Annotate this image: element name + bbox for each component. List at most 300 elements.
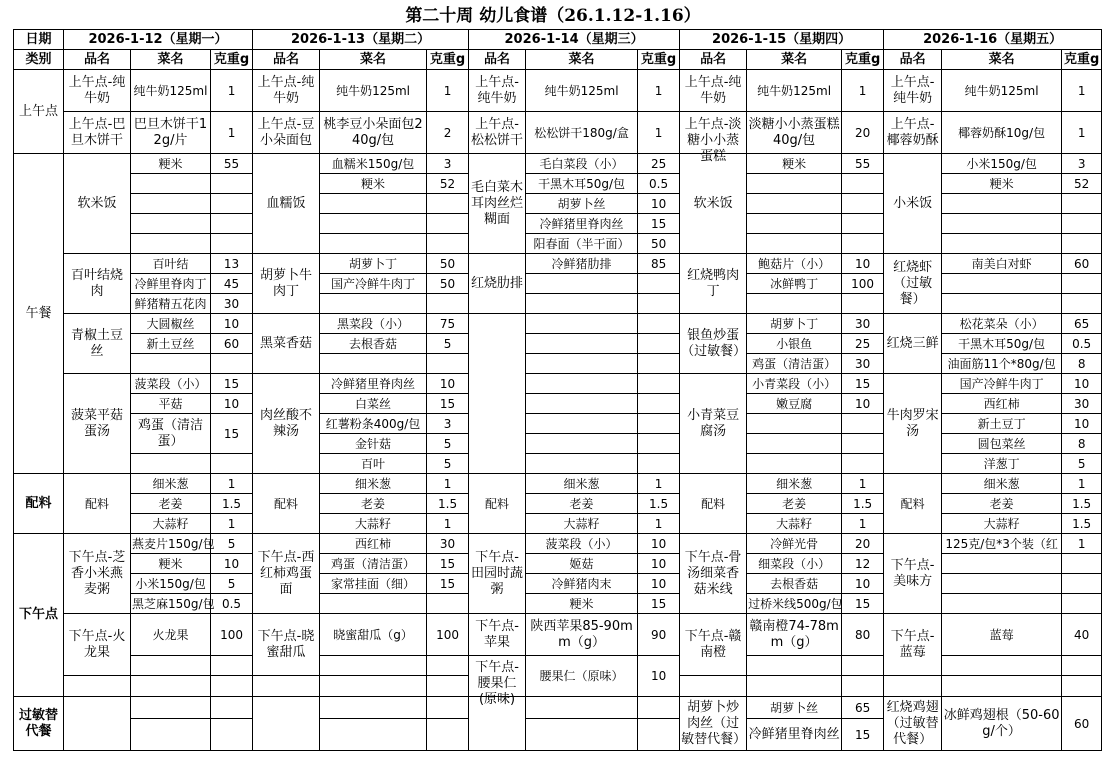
item-cell: 南美白对虾 [942, 254, 1062, 274]
empty-cell [211, 194, 253, 214]
weight-cell: 15 [211, 414, 253, 454]
item-cell: 大圆椒丝 [131, 314, 211, 334]
weight-cell: 5 [427, 434, 469, 454]
item-cell: 松花菜朵（小） [942, 314, 1062, 334]
item-cell: 鸡蛋（清洁蛋） [131, 414, 211, 454]
dish-cell: 上午点-纯牛奶 [253, 70, 320, 112]
empty-cell [680, 676, 747, 697]
weight-cell: 15 [842, 374, 884, 394]
weight-cell: 30 [211, 294, 253, 314]
dish-cell: 菠菜平菇蛋汤 [64, 374, 131, 474]
weight-cell: 10 [427, 374, 469, 394]
item-cell: 百叶 [320, 454, 427, 474]
weight-cell: 5 [211, 574, 253, 594]
dish-col-header: 品名 [64, 50, 131, 70]
item-col-header: 菜名 [131, 50, 211, 70]
dish-cell: 上午点-巴旦木饼干 [64, 112, 131, 154]
item-cell: 巴旦木饼干12g/片 [131, 112, 211, 154]
item-cell: 粳米 [131, 554, 211, 574]
empty-cell [211, 719, 253, 751]
item-cell: 菠菜段（小） [526, 534, 638, 554]
weight-cell: 10 [1062, 414, 1102, 434]
category-morning: 上午点 [14, 70, 64, 154]
item-cell: 姬菇 [526, 554, 638, 574]
weight-cell: 1 [842, 514, 884, 534]
item-cell: 冷鲜里脊肉丁 [131, 274, 211, 294]
weight-cell: 40 [1062, 614, 1102, 656]
item-cell: 菠菜段（小） [131, 374, 211, 394]
item-col-header: 菜名 [942, 50, 1062, 70]
weight-cell: 1 [638, 112, 680, 154]
item-cell: 腰果仁（原味） [526, 656, 638, 697]
item-cell: 小米150g/包 [942, 154, 1062, 174]
item-cell: 西红柿 [942, 394, 1062, 414]
item-cell: 冷鲜猪肋排 [526, 254, 638, 274]
empty-cell [942, 214, 1062, 234]
empty-cell [320, 354, 427, 374]
weight-cell: 5 [427, 454, 469, 474]
weight-cell: 55 [211, 154, 253, 174]
weight-cell: 5 [1062, 454, 1102, 474]
item-cell: 平菇 [131, 394, 211, 414]
dish-cell: 红烧三鲜 [884, 314, 942, 374]
weight-cell: 1 [638, 514, 680, 534]
weight-cell: 50 [427, 274, 469, 294]
empty-cell [526, 434, 638, 454]
empty-cell [320, 234, 427, 254]
empty-cell [942, 234, 1062, 254]
empty-cell [211, 234, 253, 254]
weight-cell: 0.5 [211, 594, 253, 614]
weight-cell: 1 [1062, 474, 1102, 494]
empty-cell [842, 414, 884, 434]
empty-cell [638, 697, 680, 719]
weight-cell: 12 [842, 554, 884, 574]
empty-cell [1062, 594, 1102, 614]
empty-cell [526, 374, 638, 394]
dish-cell: 百叶结烧肉 [64, 254, 131, 314]
empty-cell [942, 676, 1062, 697]
weight-cell: 2 [427, 112, 469, 154]
item-cell: 鸡蛋（清洁蛋） [320, 554, 427, 574]
empty-cell [842, 174, 884, 194]
empty-cell [842, 294, 884, 314]
weight-col-header: 克重g [638, 50, 680, 70]
weight-cell: 30 [842, 354, 884, 374]
item-cell: 老姜 [747, 494, 842, 514]
item-cell: 淡糖小小蒸蛋糕40g/包 [747, 112, 842, 154]
empty-cell [1062, 234, 1102, 254]
weight-col-header: 克重g [211, 50, 253, 70]
weight-cell: 1 [211, 474, 253, 494]
dish-cell: 下午点-田园时蔬粥 [469, 534, 526, 614]
weight-cell: 45 [211, 274, 253, 294]
weight-cell: 10 [842, 394, 884, 414]
dish-cell: 牛肉罗宋汤 [884, 374, 942, 474]
weight-cell: 10 [638, 656, 680, 697]
item-cell: 纯牛奶125ml [131, 70, 211, 112]
weight-cell: 1 [1062, 534, 1102, 554]
dish-cell: 胡萝卜牛肉丁 [253, 254, 320, 314]
item-cell: 冰鲜鸭丁 [747, 274, 842, 294]
dish-cell: 胡萝卜炒肉丝（过敏替代餐） [680, 697, 747, 751]
weight-cell: 80 [842, 614, 884, 656]
weight-cell: 25 [842, 334, 884, 354]
empty-cell [131, 194, 211, 214]
dish-cell: 下午点-芝香小米燕麦粥 [64, 534, 131, 614]
item-cell: 洋葱丁 [942, 454, 1062, 474]
item-cell: 赣南橙74-78mm（g） [747, 614, 842, 656]
category-allergy: 过敏替代餐 [14, 697, 64, 751]
empty-cell [64, 697, 131, 751]
weight-cell: 15 [638, 214, 680, 234]
dish-cell: 肉丝酸不辣汤 [253, 374, 320, 474]
item-cell: 陕西苹果85-90mm（g） [526, 614, 638, 656]
weight-cell: 50 [427, 254, 469, 274]
empty-cell [253, 697, 320, 751]
item-cell: 血糯米150g/包 [320, 154, 427, 174]
weight-cell: 20 [842, 112, 884, 154]
weight-cell: 65 [1062, 314, 1102, 334]
weight-cell: 1 [638, 474, 680, 494]
dish-cell: 下午点-苹果 [469, 614, 526, 656]
item-cell: 纯牛奶125ml [942, 70, 1062, 112]
weight-cell: 10 [842, 574, 884, 594]
item-cell: 胡萝卜丝 [526, 194, 638, 214]
empty-cell [253, 676, 320, 697]
dish-cell: 上午点-豆小朵面包 [253, 112, 320, 154]
weight-cell: 1.5 [1062, 494, 1102, 514]
weight-cell: 1.5 [211, 494, 253, 514]
weight-cell: 15 [842, 594, 884, 614]
item-cell: 去根香菇 [747, 574, 842, 594]
item-cell: 松松饼干180g/盒 [526, 112, 638, 154]
weight-cell: 1.5 [842, 494, 884, 514]
empty-cell [842, 234, 884, 254]
empty-cell [842, 434, 884, 454]
dish-cell: 下午点-蓝莓 [884, 614, 942, 676]
dish-cell: 银鱼炒蛋（过敏餐） [680, 314, 747, 374]
weight-cell: 13 [211, 254, 253, 274]
empty-cell [747, 174, 842, 194]
empty-cell [842, 194, 884, 214]
item-cell: 胡萝卜丁 [320, 254, 427, 274]
weight-cell: 15 [842, 719, 884, 751]
empty-cell [747, 234, 842, 254]
weight-cell: 1 [1062, 112, 1102, 154]
item-cell: 125克/包*3个装（红 [942, 534, 1062, 554]
item-cell: 冷鲜猪里脊肉丝 [320, 374, 427, 394]
empty-cell [842, 656, 884, 676]
empty-cell [638, 334, 680, 354]
empty-cell [427, 234, 469, 254]
empty-cell [638, 454, 680, 474]
dish-cell: 下午点-美味方 [884, 534, 942, 614]
item-cell: 细米葱 [526, 474, 638, 494]
weight-cell: 50 [638, 234, 680, 254]
empty-cell [747, 214, 842, 234]
dish-cell: 配料 [64, 474, 131, 534]
empty-cell [131, 676, 211, 697]
empty-cell [884, 676, 942, 697]
dish-cell: 上午点-淡糖小小蒸蛋糕 [680, 112, 747, 154]
dish-cell: 小青菜豆腐汤 [680, 374, 747, 474]
dish-cell: 小米饭 [884, 154, 942, 254]
empty-cell [942, 274, 1062, 294]
empty-cell [942, 294, 1062, 314]
dish-cell: 配料 [884, 474, 942, 534]
weight-cell: 8 [1062, 434, 1102, 454]
dish-cell: 下午点-西红柿鸡蛋面 [253, 534, 320, 614]
empty-cell [747, 294, 842, 314]
weight-cell: 100 [427, 614, 469, 656]
weight-cell: 5 [427, 334, 469, 354]
empty-cell [1062, 656, 1102, 676]
empty-cell [320, 594, 427, 614]
empty-cell [1062, 274, 1102, 294]
weight-cell: 15 [211, 374, 253, 394]
weight-cell: 30 [1062, 394, 1102, 414]
item-cell: 粳米 [942, 174, 1062, 194]
dish-col-header: 品名 [884, 50, 942, 70]
empty-cell [942, 194, 1062, 214]
item-cell: 国产冷鲜牛肉丁 [320, 274, 427, 294]
item-cell: 纯牛奶125ml [320, 70, 427, 112]
empty-cell [427, 294, 469, 314]
empty-cell [211, 454, 253, 474]
empty-cell [747, 194, 842, 214]
empty-cell [747, 434, 842, 454]
dish-cell: 红烧肋排 [469, 254, 526, 314]
empty-cell [211, 174, 253, 194]
empty-cell [427, 656, 469, 676]
empty-cell [638, 274, 680, 294]
weight-cell: 20 [842, 534, 884, 554]
empty-cell [320, 697, 427, 719]
item-cell: 阳春面（半干面） [526, 234, 638, 254]
weight-cell: 75 [427, 314, 469, 334]
weight-cell: 52 [427, 174, 469, 194]
empty-cell [131, 214, 211, 234]
item-cell: 细米葱 [747, 474, 842, 494]
empty-cell [942, 656, 1062, 676]
weight-cell: 60 [1062, 254, 1102, 274]
weight-cell: 100 [842, 274, 884, 294]
empty-cell [638, 374, 680, 394]
item-cell: 过桥米线500g/包 [747, 594, 842, 614]
empty-cell [1062, 214, 1102, 234]
empty-cell [320, 676, 427, 697]
empty-cell [427, 194, 469, 214]
dish-cell: 上午点-椰蓉奶酥 [884, 112, 942, 154]
dish-cell: 红烧虾（过敏餐） [884, 254, 942, 314]
item-cell: 细米葱 [320, 474, 427, 494]
item-col-header: 菜名 [526, 50, 638, 70]
weight-cell: 1 [427, 474, 469, 494]
empty-cell [526, 394, 638, 414]
dish-cell: 软米饭 [680, 154, 747, 254]
item-cell: 圆包菜丝 [942, 434, 1062, 454]
empty-cell [64, 676, 131, 697]
day-header-mon: 2026-1-12（星期一） [64, 30, 253, 50]
dish-cell: 软米饭 [64, 154, 131, 254]
empty-cell [747, 656, 842, 676]
item-cell: 粳米 [320, 174, 427, 194]
empty-cell [842, 214, 884, 234]
weight-cell: 85 [638, 254, 680, 274]
weight-cell: 5 [211, 534, 253, 554]
item-cell: 红薯粉条400g/包 [320, 414, 427, 434]
item-cell: 老姜 [131, 494, 211, 514]
weight-cell: 3 [427, 154, 469, 174]
dish-cell: 配料 [253, 474, 320, 534]
weight-cell: 25 [638, 154, 680, 174]
item-cell: 白菜丝 [320, 394, 427, 414]
weight-cell: 60 [211, 334, 253, 354]
empty-cell [526, 354, 638, 374]
menu-table [13, 29, 1102, 751]
weight-cell: 1.5 [1062, 514, 1102, 534]
category-afternoon: 下午点 [14, 534, 64, 697]
weight-cell: 100 [211, 614, 253, 656]
empty-cell [131, 719, 211, 751]
weight-cell: 1 [1062, 70, 1102, 112]
empty-cell [131, 354, 211, 374]
empty-cell [526, 274, 638, 294]
item-cell: 纯牛奶125ml [747, 70, 842, 112]
empty-cell [842, 454, 884, 474]
dish-cell: 毛白菜木耳肉丝烂糊面 [469, 154, 526, 254]
weight-cell: 3 [1062, 154, 1102, 174]
dish-cell: 配料 [680, 474, 747, 534]
empty-cell [526, 294, 638, 314]
empty-cell [131, 697, 211, 719]
item-cell: 蓝莓 [942, 614, 1062, 656]
empty-cell [1062, 574, 1102, 594]
empty-cell [320, 656, 427, 676]
weight-cell: 10 [211, 314, 253, 334]
item-cell: 鲜猪精五花肉 [131, 294, 211, 314]
item-cell: 新土豆丁 [942, 414, 1062, 434]
weight-col-header: 克重g [842, 50, 884, 70]
empty-cell [942, 554, 1062, 574]
item-cell: 鸡蛋（清洁蛋） [747, 354, 842, 374]
item-cell: 冷鲜猪肉末 [526, 574, 638, 594]
empty-cell [427, 719, 469, 751]
item-cell: 黑菜段（小） [320, 314, 427, 334]
item-cell: 细米葱 [131, 474, 211, 494]
empty-cell [1062, 194, 1102, 214]
item-cell: 粳米 [131, 154, 211, 174]
empty-cell [427, 697, 469, 719]
dish-cell: 青椒土豆丝 [64, 314, 131, 374]
empty-cell [638, 414, 680, 434]
weight-cell: 1 [211, 514, 253, 534]
item-cell: 嫩豆腐 [747, 394, 842, 414]
empty-cell [638, 294, 680, 314]
weight-cell: 52 [1062, 174, 1102, 194]
weight-cell: 1 [638, 70, 680, 112]
item-cell: 胡萝卜丁 [747, 314, 842, 334]
item-cell: 大蒜籽 [526, 514, 638, 534]
dish-cell: 上午点-松松饼干 [469, 112, 526, 154]
item-cell: 新土豆丝 [131, 334, 211, 354]
date-label: 日期 [14, 30, 64, 50]
weight-cell: 1 [842, 474, 884, 494]
category-lunch: 午餐 [14, 154, 64, 474]
empty-cell [942, 574, 1062, 594]
item-col-header: 菜名 [320, 50, 427, 70]
empty-cell [747, 414, 842, 434]
weight-cell: 15 [427, 394, 469, 414]
item-cell: 冷鲜猪里脊肉丝 [526, 214, 638, 234]
item-cell: 粳米 [747, 154, 842, 174]
item-cell: 燕麦片150g/包 [131, 534, 211, 554]
item-cell: 椰蓉奶酥10g/包 [942, 112, 1062, 154]
item-cell: 大蒜籽 [747, 514, 842, 534]
empty-cell [1062, 294, 1102, 314]
weight-cell: 10 [211, 394, 253, 414]
empty-cell [320, 194, 427, 214]
item-cell: 冷鲜猪里脊肉丝 [747, 719, 842, 751]
item-cell: 粳米 [526, 594, 638, 614]
weight-cell: 10 [842, 254, 884, 274]
item-cell: 老姜 [526, 494, 638, 514]
dish-cell: 下午点-腰果仁(原味) [469, 656, 526, 697]
weight-cell: 0.5 [1062, 334, 1102, 354]
dish-cell: 红烧鸡翅（过敏替代餐） [884, 697, 942, 751]
item-cell: 小青菜段（小） [747, 374, 842, 394]
item-cell: 金针菇 [320, 434, 427, 454]
day-header-thu: 2026-1-15（星期四） [680, 30, 884, 50]
dish-col-header: 品名 [469, 50, 526, 70]
item-cell: 桃李豆小朵面包240g/包 [320, 112, 427, 154]
weight-cell: 3 [427, 414, 469, 434]
item-cell: 鲍菇片（小） [747, 254, 842, 274]
dish-cell: 血糯饭 [253, 154, 320, 254]
dish-cell: 配料 [469, 474, 526, 534]
item-cell: 老姜 [320, 494, 427, 514]
weight-cell: 90 [638, 614, 680, 656]
dish-cell: 上午点-纯牛奶 [680, 70, 747, 112]
empty-cell [211, 676, 253, 697]
weight-cell: 1 [427, 70, 469, 112]
empty-cell [638, 394, 680, 414]
item-cell: 细米葱 [942, 474, 1062, 494]
empty-cell [526, 697, 638, 719]
item-cell: 大蒜籽 [942, 514, 1062, 534]
weight-cell: 1 [211, 112, 253, 154]
empty-cell [211, 697, 253, 719]
item-cell: 国产冷鲜牛肉丁 [942, 374, 1062, 394]
weight-cell: 8 [1062, 354, 1102, 374]
empty-cell [526, 414, 638, 434]
item-cell: 细菜段（小） [747, 554, 842, 574]
day-header-wed: 2026-1-14（星期三） [469, 30, 680, 50]
empty-cell [842, 676, 884, 697]
weight-cell: 30 [427, 534, 469, 554]
dish-cell: 下午点-火龙果 [64, 614, 131, 676]
dish-cell [469, 314, 526, 474]
empty-cell [526, 454, 638, 474]
dish-cell: 上午点-纯牛奶 [64, 70, 131, 112]
dish-col-header: 品名 [253, 50, 320, 70]
weight-cell: 10 [1062, 374, 1102, 394]
empty-cell [131, 174, 211, 194]
empty-cell [320, 294, 427, 314]
item-cell: 火龙果 [131, 614, 211, 656]
empty-cell [427, 214, 469, 234]
